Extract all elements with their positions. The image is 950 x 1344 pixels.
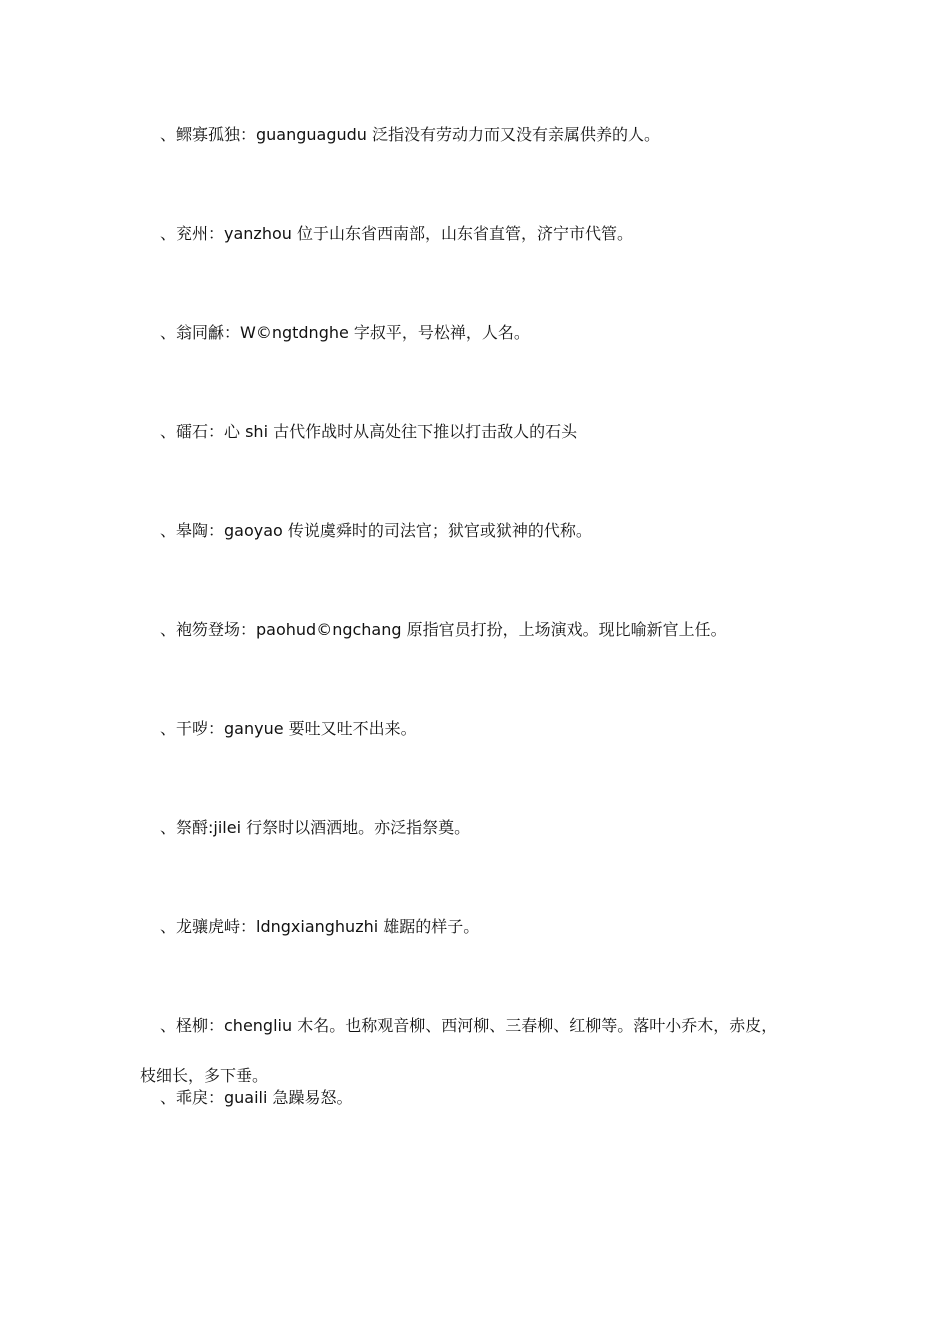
entry-chengliu: 、柽柳：chengliu 木名。也称观音柳、西河柳、三春柳、红柳等。落叶小乔木，赤皮， [160,1016,778,1035]
entry-longxianghuzhi: 、龙骧虎峙：ldngxianghuzhi 雄踞的样子。 [160,917,480,936]
entry-leishi: 、礌石：心 shi 古代作战时从高处往下推以打击敌人的石头 [160,422,578,441]
entry-ganyue: 、干哕：ganyue 要吐又吐不出来。 [160,719,417,738]
entry-jilei: 、祭酹:jilei 行祭时以酒洒地。亦泛指祭奠。 [160,818,471,837]
entry-gaoyao: 、皋陶：gaoyao 传说虞舜时的司法官；狱官或狱神的代称。 [160,521,592,540]
entry-chengliu-continuation: 枝细长，多下垂。 [140,1066,269,1085]
entry-yanzhou: 、兖州：yanzhou 位于山东省西南部，山东省直管，济宁市代管。 [160,224,633,243]
entry-wengtonghe: 、翁同龢：W©ngtdnghe 字叔平，号松禅，人名。 [160,323,530,342]
entry-guaili: 、乖戾：guaili 急躁易怒。 [160,1088,353,1107]
entry-paohudengchang: 、袍笏登场：paohud©ngchang 原指官员打扮，上场演戏。现比喻新官上任。 [160,620,727,639]
entry-guanguagudu: 、鳏寡孤独：guanguagudu 泛指没有劳动力而又没有亲属供养的人。 [160,125,661,144]
